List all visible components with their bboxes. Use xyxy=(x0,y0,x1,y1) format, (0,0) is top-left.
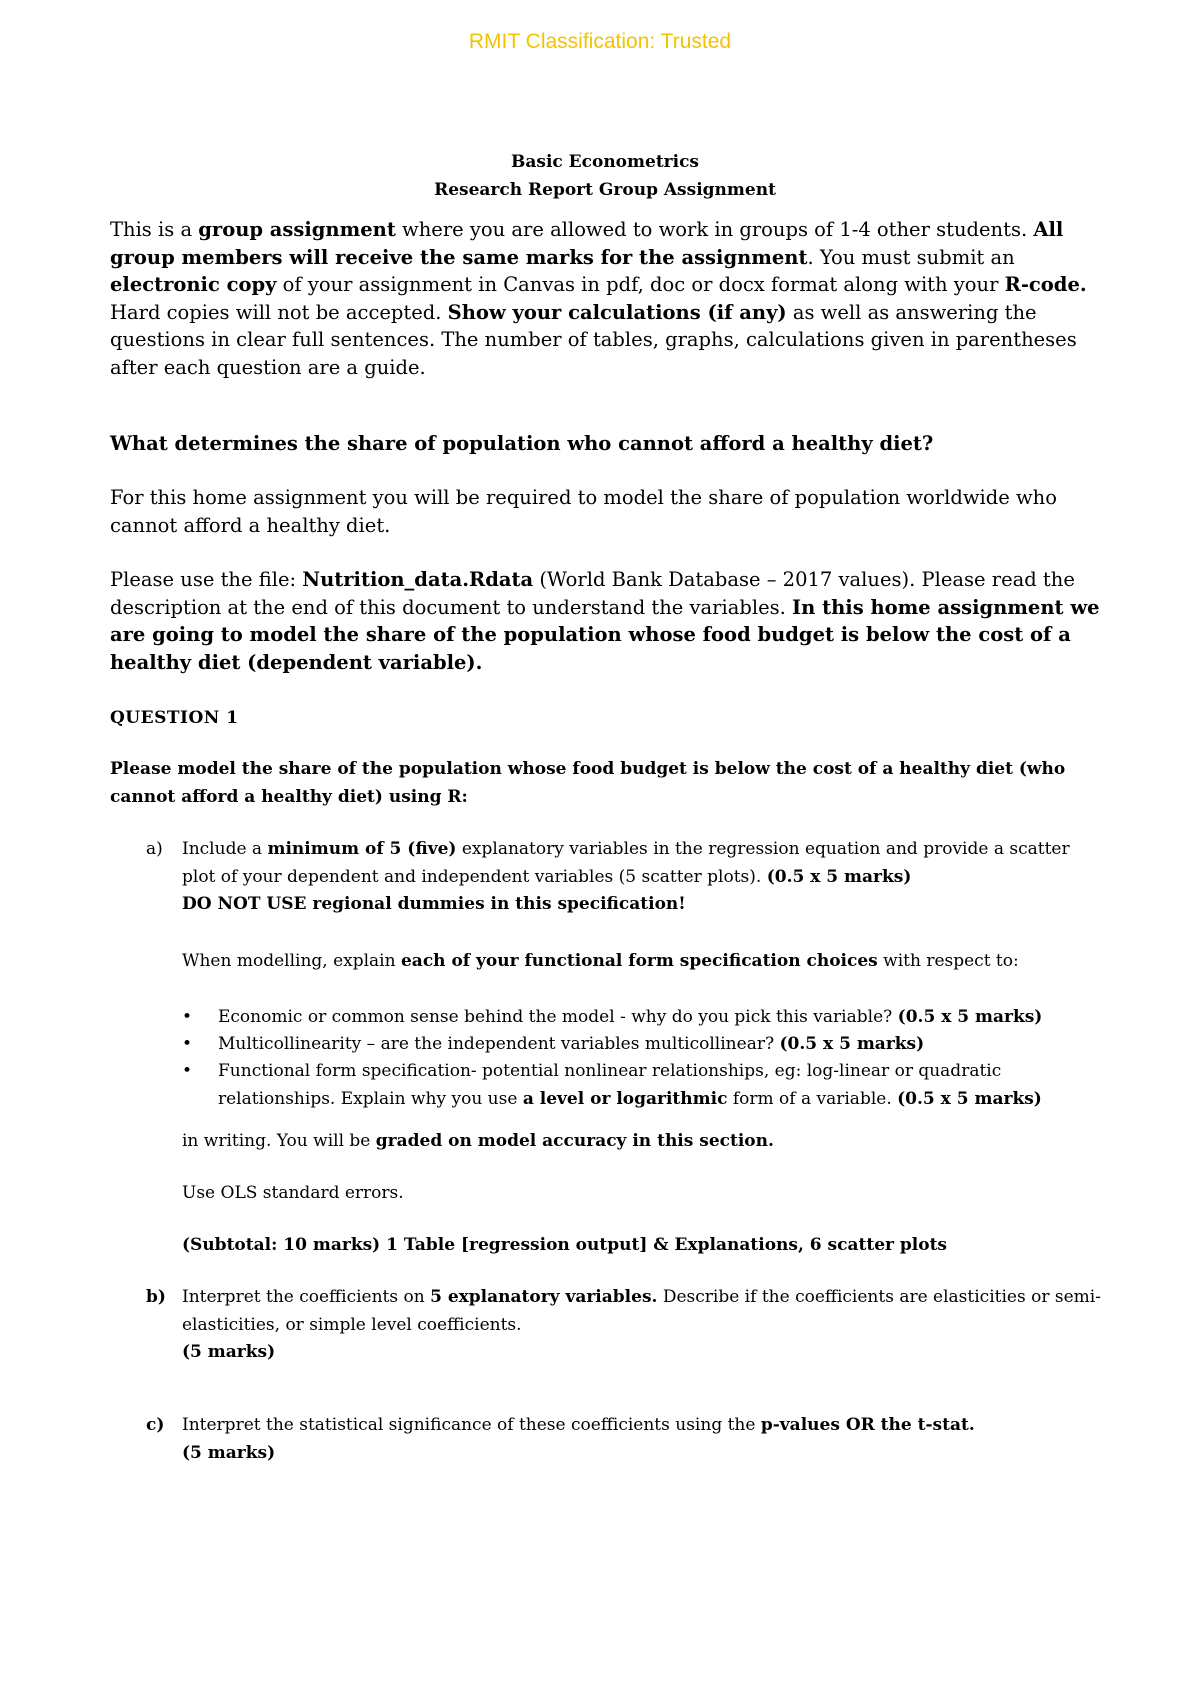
intro-bold-2: All group members will receive the same marks for the assignment xyxy=(110,218,1064,269)
regional-dummies-warning: DO NOT USE regional dummies in this specification! xyxy=(182,894,686,914)
bullet-text xyxy=(218,1004,1098,1032)
intro-bold-5: Show your calculations (if any) xyxy=(447,300,787,324)
ols-note: Use OLS standard errors. xyxy=(182,1183,404,1203)
question-1-instruction: Please model the share of the population whose food budget is below the cost of a healthy diet (who cannot afford a healthy diet) using R: xyxy=(110,759,1066,807)
item-text xyxy=(182,1412,1102,1467)
item-text xyxy=(182,1284,1102,1367)
bullet-3-bold: a level or logarithmic xyxy=(522,1088,728,1109)
home-assignment-paragraph: For this home assignment you will be required to model the share of population worldwide who cannot afford a healthy diet. xyxy=(110,486,1057,537)
question-1c xyxy=(110,1412,1100,1472)
item-c-bold-1: p-values OR the t-stat. xyxy=(760,1415,975,1435)
item-label: b) xyxy=(146,1287,166,1307)
writing-text: in writing. You will be xyxy=(182,1131,376,1151)
bullet-3-text-2: form of a variable. xyxy=(727,1088,898,1109)
item-c-marks: (5 marks) xyxy=(182,1442,276,1463)
item-a-text-2: explanatory variables in the regression equation and provide a scatter plot of your dependent and independent variables (5 scatter plots). xyxy=(182,839,1070,887)
question-1-heading: QUESTION 1 xyxy=(110,708,239,728)
model-text-2: with respect to: xyxy=(877,951,1019,971)
item-b-text-2: Describe if the coefficients are elasticities or semi-elasticities, or simple level coefficients. xyxy=(182,1287,1101,1335)
question-1b xyxy=(110,1284,1100,1374)
model-bold-1: each of your functional form specification choices xyxy=(400,951,878,971)
item-label: c) xyxy=(146,1415,165,1435)
bullet-text xyxy=(218,1031,1098,1059)
intro-bold-1: group assignment xyxy=(198,218,396,241)
item-b-text-1: Interpret the coefficients on xyxy=(182,1287,431,1307)
item-text xyxy=(182,836,1102,919)
document-title xyxy=(110,148,1100,204)
course-title: Basic Econometrics xyxy=(510,152,700,172)
bullet-1-text: Economic or common sense behind the model - why do you pick this variable? xyxy=(218,1007,898,1027)
bullet-symbol: • xyxy=(182,1007,193,1027)
file-name: Nutrition_data.Rdata xyxy=(302,568,534,591)
file-bold-2: In this home assignment we are going to model the share of the population whose food budget is below the cost of a healthy diet (dependent variable). xyxy=(110,595,1100,674)
intro-bold-3: electronic copy xyxy=(110,273,277,296)
bullet-1-marks: (0.5 x 5 marks) xyxy=(897,1007,1043,1027)
file-text-2: (World Bank Database – 2017 values). Please read the description at the end of this document to understand the variables. xyxy=(110,568,1075,619)
bullet-2-text: Multicollinearity – are the independent variables multicollinear? xyxy=(218,1034,780,1054)
bullet-text xyxy=(218,1058,1098,1113)
file-paragraph xyxy=(110,566,1105,676)
item-label: a) xyxy=(146,839,163,859)
intro-text-1: This is a xyxy=(110,218,199,241)
item-b-marks: (5 marks) xyxy=(182,1342,276,1362)
bullet-2-marks: (0.5 x 5 marks) xyxy=(779,1034,925,1054)
intro-text-5: Hard copies will not be accepted. xyxy=(110,300,448,324)
file-text-1: Please use the file: xyxy=(110,568,303,591)
bullet-symbol: • xyxy=(182,1061,193,1081)
item-b-bold-1: 5 explanatory variables. xyxy=(430,1287,658,1307)
intro-text-6: as well as answering the questions in clear full sentences. The number of tables, graphs, calculations given in parentheses after each question are a guide. xyxy=(110,300,1077,379)
item-a-text-1: Include a xyxy=(182,839,268,859)
bullet-symbol: • xyxy=(182,1034,193,1054)
intro-text-2: where you are allowed to work in groups of 1-4 other students. xyxy=(395,218,1034,241)
subtotal-note: (Subtotal: 10 marks) 1 Table [regression output] & Explanations, 6 scatter plots xyxy=(182,1235,947,1255)
bullet-3-marks: (0.5 x 5 marks) xyxy=(897,1088,1042,1109)
bullet-3-text: Functional form specification- potential nonlinear relationships, eg: log-linear or quadratic relationships. Explain why you use xyxy=(218,1061,1002,1109)
intro-text-3: . You must submit an xyxy=(807,245,1015,269)
item-a-marks: (0.5 x 5 marks) xyxy=(766,866,912,887)
writing-note xyxy=(182,1128,1082,1156)
assignment-title: Research Report Group Assignment xyxy=(434,180,776,200)
item-a-bold-1: minimum of 5 (five) xyxy=(267,839,457,859)
writing-bold: graded on model accuracy in this section. xyxy=(375,1131,774,1151)
item-c-text-1: Interpret the statistical significance of these coefficients using the xyxy=(182,1415,761,1435)
question-1a xyxy=(110,836,1100,946)
intro-text-4: of your assignment in Canvas in pdf, doc or docx format along with your xyxy=(276,273,1005,296)
intro-paragraph xyxy=(110,216,1105,381)
intro-bold-4: R-code. xyxy=(1004,273,1087,296)
model-text-1: When modelling, explain xyxy=(182,951,401,971)
main-question: What determines the share of population who cannot afford a healthy diet? xyxy=(110,432,934,455)
classification-label: RMIT Classification: Trusted xyxy=(468,30,732,53)
modelling-instruction xyxy=(182,948,1082,976)
